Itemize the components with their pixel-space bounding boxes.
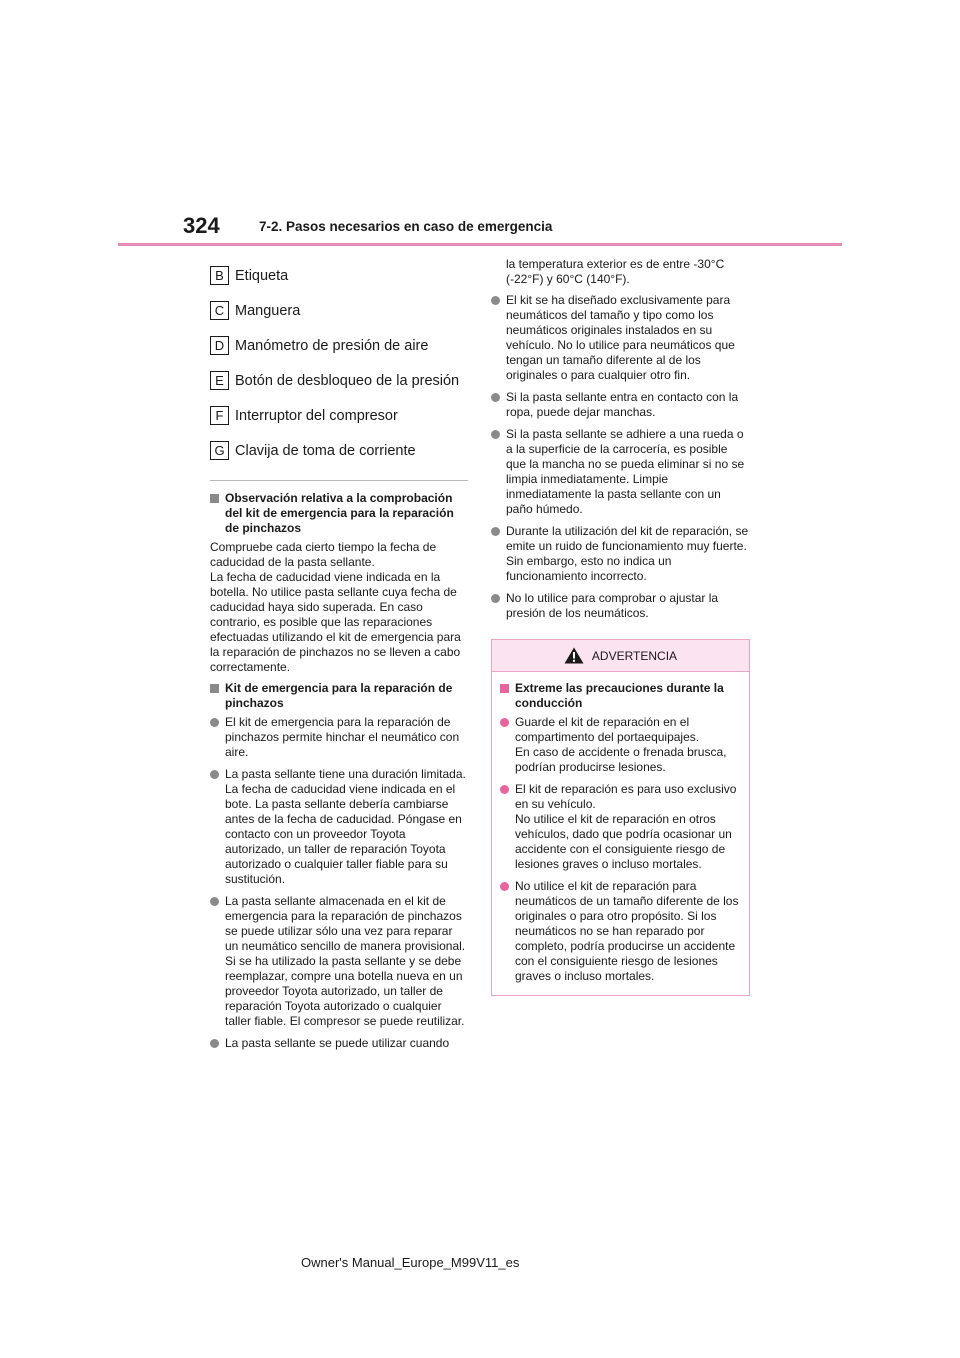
circle-bullet-icon — [210, 770, 219, 779]
circle-bullet-icon — [491, 430, 500, 439]
warning-bullet: Guarde el kit de reparación en el compartimento del portaequipajes. En caso de accidente o frenada brusca, podrían producirse lesiones. — [500, 715, 741, 775]
bullet-item: El kit se ha diseñado exclusivamente para neumáticos del tamaño y tipo como los neumáticos originales instalados en su vehículo. No lo utilice para neumáticos que tengan un tamaño diferente al de los originales o para cualquier otro fin. — [491, 293, 750, 383]
legend-letter-badge: D — [210, 336, 229, 355]
legend-letter-badge: G — [210, 441, 229, 460]
paragraph: Compruebe cada cierto tiempo la fecha de caducidad de la pasta sellante. La fecha de caducidad viene indicada en la botella. No utilice pasta sellante cuya fecha de caducidad haya sido superada. En caso contrario, es posible que las reparaciones efectuadas utilizando el kit de emergencia para la reparación de pinchazos no se lleven a cabo correctamente. — [210, 540, 461, 674]
legend-label: Manguera — [235, 302, 301, 319]
warning-triangle-icon — [564, 647, 584, 664]
bullet-item: Durante la utilización del kit de reparación, se emite un ruido de funcionamiento muy fuerte. Sin embargo, esto no indica un funcionamiento incorrecto. — [491, 524, 750, 584]
legend-item — [210, 328, 468, 363]
legend-item — [210, 293, 468, 328]
circle-bullet-icon — [210, 897, 219, 906]
legend-label: Manómetro de presión de aire — [235, 337, 429, 354]
circle-bullet-icon — [500, 718, 509, 727]
section-divider — [210, 480, 468, 481]
section-heading — [210, 681, 468, 711]
legend-label: Interruptor del compresor — [235, 407, 398, 424]
circle-bullet-icon — [491, 527, 500, 536]
warning-box — [491, 639, 750, 996]
bullet-item: Si la pasta sellante entra en contacto con la ropa, puede dejar manchas. — [491, 390, 750, 420]
legend-item — [210, 258, 468, 293]
warning-body — [492, 672, 749, 995]
square-bullet-icon — [500, 684, 509, 693]
page-number: 324 — [183, 213, 220, 238]
legend-letter-badge: C — [210, 301, 229, 320]
heading-text: Kit de emergencia para la reparación de pinchazos — [225, 681, 453, 710]
legend-label: Etiqueta — [235, 267, 289, 284]
warning-bullet: El kit de reparación es para uso exclusivo en su vehículo. No utilice el kit de reparación en otros vehículos, dado que podría ocasionar un accidente con el consiguiente riesgo de lesiones graves o incluso mortales. — [500, 782, 741, 872]
square-bullet-icon — [210, 494, 219, 503]
left-column — [210, 258, 468, 1058]
legend-item — [210, 363, 468, 398]
legend-item — [210, 398, 468, 433]
legend-label: Clavija de toma de corriente — [235, 442, 416, 459]
circle-bullet-icon — [500, 882, 509, 891]
bullet-item: Si la pasta sellante se adhiere a una rueda o a la superficie de la carrocería, es posible que la mancha no se pueda eliminar si no se limpia inmediatamente. Limpie inmediatamente la pasta sellante con un paño húmedo. — [491, 427, 750, 517]
circle-bullet-icon — [500, 785, 509, 794]
circle-bullet-icon — [491, 393, 500, 402]
circle-bullet-icon — [491, 296, 500, 305]
right-column — [491, 257, 750, 996]
circle-bullet-icon — [210, 1039, 219, 1048]
legend-letter-badge: F — [210, 406, 229, 425]
section-header: 7-2. Pasos necesarios en caso de emergencia — [259, 219, 553, 234]
warning-heading: Extreme las precauciones durante la conducción — [500, 681, 741, 711]
bullet-item: La pasta sellante se puede utilizar cuando — [210, 1036, 468, 1051]
warning-header — [492, 640, 749, 672]
warning-title: ADVERTENCIA — [591, 648, 678, 663]
square-bullet-icon — [210, 684, 219, 693]
legend-letter-badge: E — [210, 371, 229, 390]
heading-text: Observación relativa a la comprobación del kit de emergencia para la reparación de pinchazos — [225, 491, 454, 535]
circle-bullet-icon — [210, 718, 219, 727]
continued-paragraph: la temperatura exterior es de entre -30°C (-22°F) y 60°C (140°F). — [506, 257, 725, 286]
legend-label: Botón de desbloqueo de la presión — [235, 372, 460, 389]
bullet-item: La pasta sellante tiene una duración limitada. La fecha de caducidad viene indicada en el bote. La pasta sellante debería cambiarse antes de la fecha de caducidad. Póngase en contacto con un proveedor Toyota autorizado, un taller de reparación Toyota autorizado o cualquier taller fiable para su sustitución. — [210, 767, 468, 887]
bullet-item: No lo utilice para comprobar o ajustar la presión de los neumáticos. — [491, 591, 750, 621]
legend-item — [210, 433, 468, 468]
bullet-item: El kit de emergencia para la reparación de pinchazos permite hinchar el neumático con aire. — [210, 715, 468, 760]
legend-list — [210, 258, 468, 468]
section-heading — [210, 491, 468, 536]
header-rule — [118, 243, 842, 246]
circle-bullet-icon — [491, 594, 500, 603]
footer-text: Owner's Manual_Europe_M99V11_es — [301, 1255, 520, 1270]
warning-bullet: No utilice el kit de reparación para neumáticos de un tamaño diferente de los originales o para otro propósito. Si los neumáticos no se han reparado por completo, podría producirse un accidente con el consiguiente riesgo de lesiones graves o incluso mortales. — [500, 879, 741, 984]
legend-letter-badge: B — [210, 266, 229, 285]
bullet-item: La pasta sellante almacenada en el kit de emergencia para la reparación de pinchazos se puede utilizar sólo una vez para reparar un neumático sencillo de manera provisional. Si se ha utilizado la pasta sellante y se debe reemplazar, compre una botella nueva en un proveedor Toyota autorizado, un taller de reparación Toyota autorizado o cualquier taller fiable. El compresor se puede reutilizar. — [210, 894, 468, 1029]
